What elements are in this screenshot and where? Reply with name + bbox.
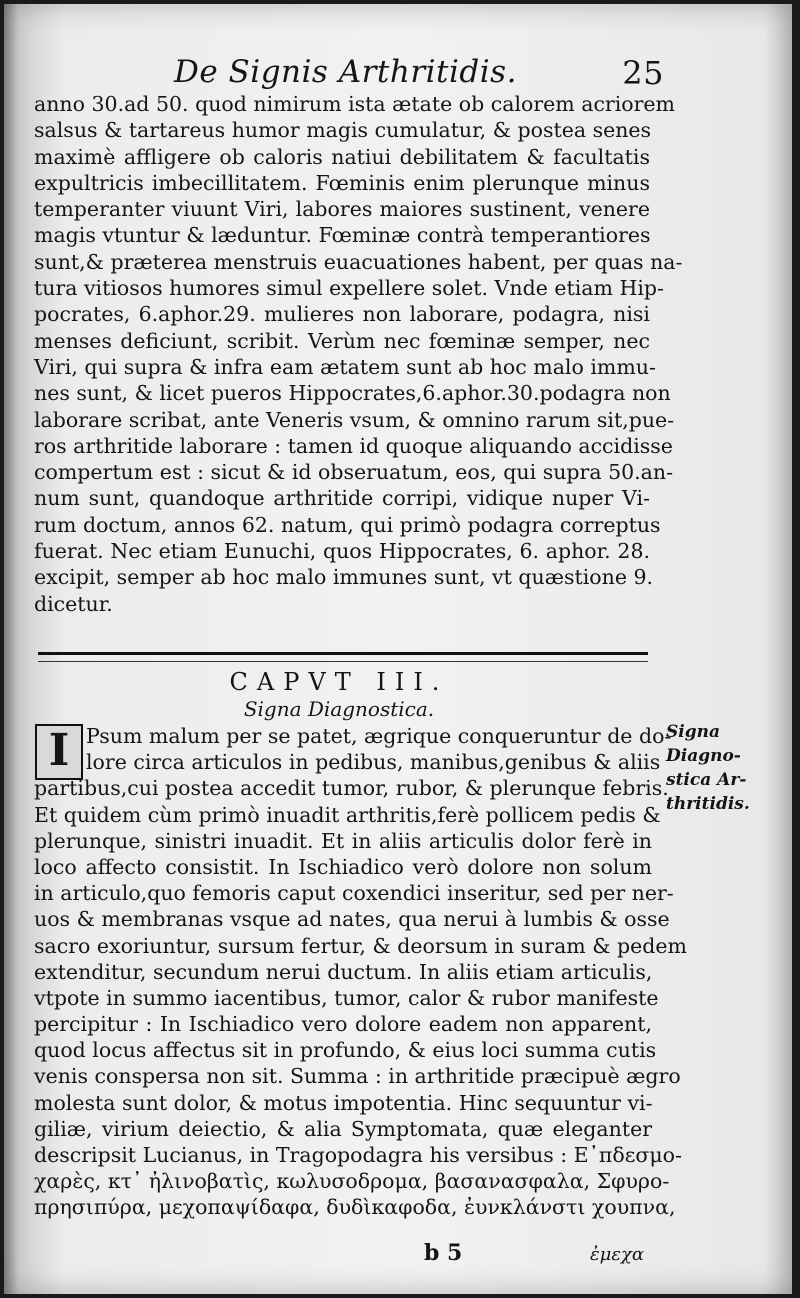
text-line: plerunque, sinistri inuadit. Et in aliis articulis dolor ferè in <box>34 828 652 853</box>
text-line: uos & membranas vsque ad nates, qua nerui à lumbis & osse <box>34 907 670 932</box>
text-line: expultricis imbecillitatem. Fœminis enim plerunque minus <box>34 170 650 195</box>
text-line: laborare scribat, ante Veneris vsum, & omnino rarum sit,pue- <box>34 407 675 432</box>
text-line: venis conspersa non sit. Summa : in arthritide præcipuè ægro <box>34 1064 681 1089</box>
margin-note-line: Signa <box>666 722 720 742</box>
running-title: De Signis Arthritidis. <box>174 54 517 90</box>
text-line: partibus,cui postea accedit tumor, rubor, & plerunque febris. <box>34 776 669 801</box>
text-line: sunt,& præterea menstruis euacuationes habent, per quas na- <box>34 249 683 274</box>
text-line: percipitur : In Ischiadico vero dolore eadem non apparent, <box>34 1012 652 1037</box>
text-line: lore circa articulos in pedibus, manibus,genibus & aliis <box>86 750 661 775</box>
text-line: nes sunt, & licet pueros Hippocrates,6.aphor.30.podagra non <box>34 381 671 406</box>
text-line: num sunt, quandoque arthritide corripi, vidique nuper Vi- <box>34 486 650 511</box>
text-line: temperanter viuunt Viri, labores maiores sustinent, venere <box>34 197 650 222</box>
text-line: anno 30.ad 50. quod nimirum ista ætate ob calorem acriorem <box>34 92 675 116</box>
text-line: tura vitiosos humores simul expellere solet. Vnde etiam Hip- <box>34 276 664 301</box>
book-page <box>4 4 792 1294</box>
text-line: rum doctum, annos 62. natum, qui primò podagra correptus <box>34 512 661 537</box>
catchword: ἐμεχα <box>590 1244 645 1265</box>
text-line: Et quidem cùm primò inuadit arthritis,ferè pollicem pedis & <box>34 802 661 827</box>
chapter-title: CAPVT III. <box>229 668 449 696</box>
body-paragraph <box>34 91 683 617</box>
text-line: dicetur. <box>34 591 113 616</box>
text-line: Viri, qui supra & infra eam ætatem sunt ab hoc malo immu- <box>34 354 656 379</box>
text-line: magis vtuntur & læduntur. Fœminæ contrà temperantiores <box>34 223 651 248</box>
running-header <box>174 54 664 94</box>
text-line: salsus & tartareus humor magis cumulatur, & postea senes <box>34 118 652 143</box>
text-line: compertum est : sicut & id obseruatum, eos, qui supra 50.an- <box>34 460 674 485</box>
text-line: menses deficiunt, scribit. Verùm nec fœminæ semper, nec <box>34 328 650 353</box>
margin-note-line: thritidis. <box>666 794 750 814</box>
text-line: pocrates, 6.aphor.29. mulieres non laborare, podagra, nisi <box>34 302 650 327</box>
text-line: extenditur, secundum nerui ductum. In aliis etiam articulis, <box>34 959 653 984</box>
signature-mark: b 5 <box>424 1240 463 1266</box>
text-line: maximè affligere ob caloris natiui debilitatem & facultatis <box>34 144 650 169</box>
chapter-paragraph <box>34 723 687 1221</box>
section-divider <box>38 652 648 662</box>
text-line: quod locus affectus sit in profundo, & eius loci summa cutis <box>34 1038 657 1063</box>
text-line: vtpote in summo iacentibus, tumor, calor & rubor manifeste <box>34 985 659 1010</box>
page-number: 25 <box>622 54 664 92</box>
drop-cap: I <box>35 724 83 780</box>
text-line: πρησιπύρα, μεχοπαψίδαφα, δυδὶκαφοδα, ἐυνκλάνστι χουπνα, <box>34 1195 676 1220</box>
text-line: sacro exoriuntur, sursum fertur, & deorsum in suram & pedem <box>34 933 687 958</box>
text-line: Psum malum per se patet, ægrique conqueruntur de do- <box>86 724 672 748</box>
text-line: χαρὲς, κτ᾽ ἠλινοβατὶς, κωλυσοδρομα, βασανασφαλα, Σφυρο- <box>34 1169 670 1194</box>
chapter-subtitle: Signa Diagnostica. <box>243 697 435 721</box>
text-line: ros arthritide laborare : tamen id quoque aliquando accidisse <box>34 433 673 458</box>
text-line: in articulo,quo femoris caput coxendici inseritur, sed per ner- <box>34 881 674 906</box>
text-line: fuerat. Nec etiam Eunuchi, quos Hippocrates, 6. aphor. 28. <box>34 539 650 564</box>
text-line: descripsit Lucianus, in Tragopodagra his versibus : Ε᾽πδεσμο- <box>34 1143 682 1167</box>
margin-note <box>666 720 776 816</box>
margin-note-line: stica Ar- <box>666 770 747 790</box>
text-line: molesta sunt dolor, & motus impotentia. Hinc sequuntur vi- <box>34 1090 653 1115</box>
text-line: giliæ, virium deiectio, & alia Symptomata, quæ eleganter <box>34 1116 652 1141</box>
text-line: loco affecto consistit. In Ischiadico verò dolore non solum <box>34 854 652 879</box>
margin-note-line: Diagno- <box>666 746 741 766</box>
text-line: excipit, semper ab hoc malo immunes sunt, vt quæstione 9. <box>34 565 654 590</box>
